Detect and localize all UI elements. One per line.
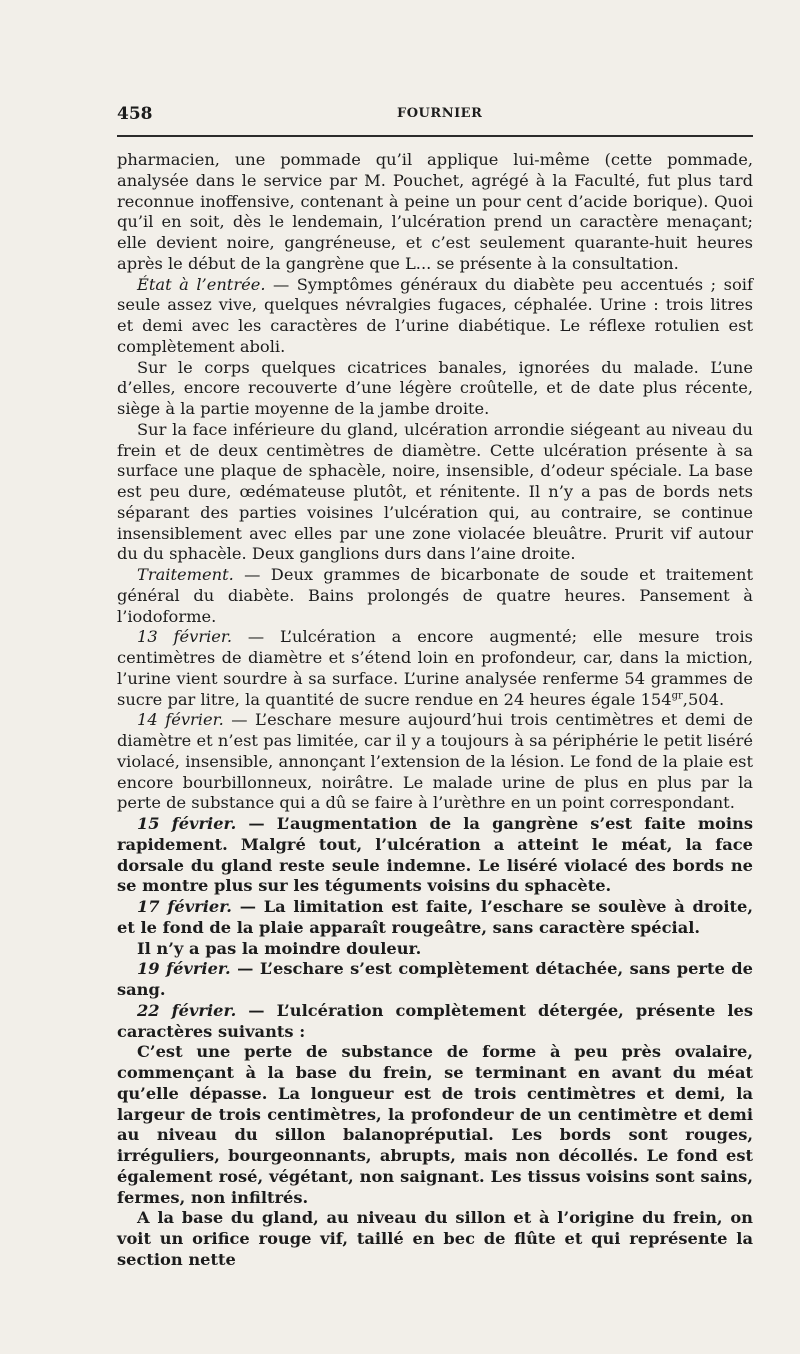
paragraph: 15 février. — L’augmentation de la gangrène s’est faite moins rapidement. Malgré tout, l’ulcération a atteint le méat, la face dorsale du gland reste seule indemne. Le liséré violacé des bords ne se montre plus sur les téguments voisins du sphacète. (117, 814, 754, 896)
paragraph: État à l’entrée. — Symptômes généraux du diabète peu accentués ; soif seule assez vive, quelques névralgies fugaces, céphalée. Urine : trois litres et demi avec les caractères de l’urine diabétique. Le réflexe rotulien est complètement aboli. (117, 274, 753, 356)
page-number: 458 (117, 104, 153, 124)
section-lead: Traitement. (137, 565, 234, 584)
date-lead: 15 février. (137, 814, 237, 833)
paragraph: 22 février. — L’ulcération complètement détergée, présente les caractères suivants : (117, 1000, 754, 1041)
paragraph: Il n’y a pas la moindre douleur. (137, 938, 422, 958)
date-lead: 14 février. (137, 710, 224, 730)
paragraph: 14 février. — L’eschare mesure aujourd’hui trois centimètres et demi de diamètre et n’est pas limitée, car il y a toujours à sa périphérie le petit liséré violacé, insensible, annonçant l’extension de la lésion. Le fond de la plaie est encore bourbillonneux, noirâtre. Le malade urine de plus en plus par la perte de substance qui a dû se faire à l’urèthre en un point correspondant. (117, 710, 753, 813)
paragraph: 13 février. — L’ulcération a encore augmenté; elle mesure trois centimètres de diamètre et s’étend loin en profondeur, car, dans la miction, l’urine vient sourdre à sa surface. L’urine analysée renferme 54 grammes de sucre par litre, la quantité de sucre rendue en 24 heures égale $154^{gr},504$. (117, 627, 753, 709)
date-lead: 19 février. (137, 959, 231, 979)
paragraph: Sur la face inférieure du gland, ulcération arrondie siégeant au niveau du frein et de deux centimètres de diamètre. Cette ulcération présente à sa surface une plaque de sphacèle, noire, insensible, d’odeur spéciale. La base est peu dure, œdémateuse plutôt, et rénitente. Il n’y a pas de bords nets séparant des parties voisines l’ulcération qui, au contraire, se continue insensiblement avec elles par une zone violacée bleuâtre. Prurit vif autour du du sphacèle. Deux ganglions durs dans l’aine droite. (117, 419, 753, 564)
paragraph: pharmacien, une pommade qu’il applique lui-même (cette pommade, analysée dans le service par M. Pouchet, agrégé à la Faculté, fut plus tard reconnue inoffensive, contenant à peine un pour cent d’acide borique). Quoi qu’il en soit, dès le lendemain, l’ulcération prend un caractère menaçant; elle devient noire, gangréneuse, et c’est seulement quarante-huit heures après le début de la gangrène que L... se présente à la consultation. (117, 150, 753, 273)
paragraph: C’est une perte de substance de forme à peu près ovalaire, commençant à la base du frein, se terminant en avant du méat qu’elle dépasse. La longueur est de trois centimètres et demi, la largeur de trois centimètres, la profondeur de un centimètre et demi au niveau du sillon balanopréputial. Les bords sont rouges, irréguliers, bourgeonnants, abrupts, mais non décollés. Le fond est également rosé, végétant, non saignant. Les tissus voisins sont sains, fermes, non infiltrés. (117, 1042, 753, 1207)
paragraph: 17 février. — La limitation est faite, l’eschare se soulève à droite, et le fond de la plaie apparaît rougeâtre, sans caractère spécial. (117, 897, 753, 937)
body-text (117, 150, 753, 1271)
date-lead: 17 février. (137, 897, 232, 916)
page-header (117, 104, 753, 124)
paragraph: Traitement. — Deux grammes de bicarbonate de soude et traitement général du diabète. Bains prolongés de quatre heures. Pansement à l’iodoforme. (117, 565, 753, 626)
header-rule (117, 135, 753, 137)
running-title: FOURNIER (397, 106, 483, 121)
date-lead: 22 février. (137, 1000, 237, 1020)
paragraph: Sur le corps quelques cicatrices banales, ignorées du malade. L’une d’elles, encore recouverte d’une légère croûtelle, et de date plus récente, siège à la partie moyenne de la jambe droite. (117, 357, 753, 418)
section-lead: État à l’entrée. (137, 274, 266, 294)
date-lead: 13 février. (137, 627, 233, 647)
paragraph: A la base du gland, au niveau du sillon et à l’origine du frein, on voit un orifice rouge vif, taillé en bec de flûte et qui représente la section nette (117, 1208, 753, 1269)
paragraph: 19 février. — L’eschare s’est complètement détachée, sans perte de sang. (117, 959, 753, 999)
